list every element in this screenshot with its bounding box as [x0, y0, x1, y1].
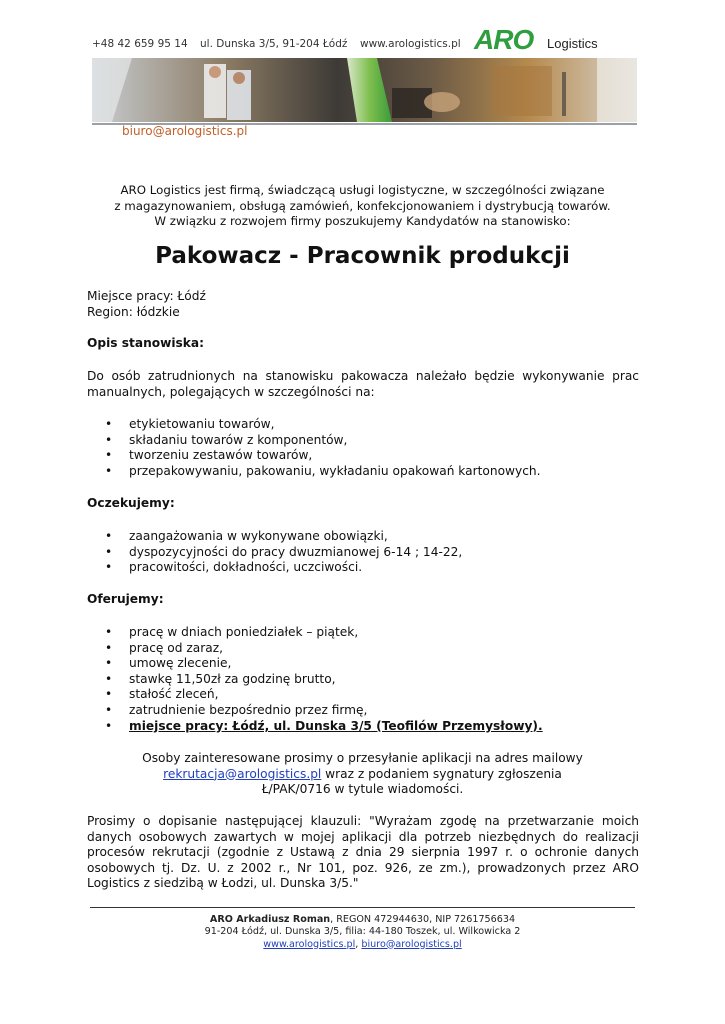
recruitment-email-link[interactable]: rekrutacja@arologistics.pl: [163, 766, 322, 781]
list-item: • składaniu towarów z komponentów,: [105, 433, 541, 449]
footer-email-link[interactable]: biuro@arologistics.pl: [361, 938, 462, 950]
footer-links: [90, 939, 635, 951]
list-item: • stałość zleceń,: [105, 687, 543, 703]
application-line: Ł/PAK/0716 w tytule wiadomości.: [261, 782, 464, 797]
list-item: • pracę od zaraz,: [105, 641, 543, 657]
list-item-work-location: [105, 719, 543, 735]
footer-company-ids: , REGON 472944630, NIP 7261756634: [330, 914, 516, 925]
list-item: • tworzeniu zestawów towarów,: [105, 448, 541, 464]
footer-website-link[interactable]: www.arologistics.pl: [263, 938, 356, 950]
list-item: • stawkę 11,50zł za godzinę brutto,: [105, 672, 543, 688]
footer-divider: [90, 907, 635, 908]
offer-heading: Oferujemy:: [87, 592, 164, 606]
header-address: ul. Dunska 3/5, 91-204 Łódź: [200, 38, 348, 50]
logo-word-text: Logistics: [547, 36, 598, 51]
description-list: [105, 417, 541, 479]
footer-separator: ,: [355, 938, 362, 950]
header-phone: +48 42 659 95 14: [92, 38, 188, 50]
work-location-text: miejsce pracy: Łódź, ul. Dunska 3/5 (Teofilów Przemysłowy).: [129, 718, 543, 733]
application-line: Osoby zainteresowane prosimy o przesyłanie aplikacji na adres mailowy: [142, 751, 583, 765]
expectations-list: [105, 529, 462, 576]
header-email[interactable]: biuro@arologistics.pl: [122, 124, 248, 138]
expectations-heading: Oczekujemy:: [87, 496, 175, 510]
footer: [90, 914, 635, 951]
application-info: [90, 751, 635, 798]
description-heading: Opis stanowiska:: [87, 336, 205, 350]
job-title: Pakowacz - Pracownik produkcji: [155, 243, 570, 269]
footer-address: 91-204 Łódź, ul. Dunska 3/5, filia: 44-180 Toszek, ul. Wilkowicka 2: [204, 926, 521, 938]
offer-list: [105, 625, 543, 734]
list-item: • pracę w dniach poniedziałek – piątek,: [105, 625, 543, 641]
list-item: • dyspozycyjności do pracy dwuzmianowej 6-14 ; 14-22,: [105, 545, 462, 561]
list-item: • zaangażowania w wykonywane obowiązki,: [105, 529, 462, 545]
work-region: Region: łódzkie: [87, 304, 180, 319]
description-text: Do osób zatrudnionych na stanowisku pakowacza należało będzie wykonywanie prac manualnych, polegających w szczególności na:: [87, 369, 639, 399]
job-location: [87, 289, 639, 320]
list-item: • umowę zlecenie,: [105, 656, 543, 672]
logo-brand-text: ARO: [474, 24, 534, 55]
application-line-email: [90, 767, 635, 783]
intro-paragraph: [90, 183, 635, 230]
list-item: • pracowitości, dokładności, uczciwości.: [105, 560, 462, 576]
footer-company: [90, 914, 635, 926]
footer-company-name: ARO Arkadiusz Roman: [209, 914, 331, 925]
header-website[interactable]: www.arologistics.pl: [360, 38, 461, 50]
work-place: Miejsce pracy: Łódź: [87, 289, 206, 303]
header-photo-banner: [92, 58, 637, 122]
intro-line: ARO Logistics jest firmą, świadczącą usługi logistyczne, w szczególności związane: [120, 183, 605, 197]
list-item: • przepakowywaniu, pakowaniu, wykładaniu opakowań kartonowych.: [105, 464, 541, 480]
list-item: • zatrudnienie bezpośrednio przez firmę,: [105, 703, 543, 719]
consent-clause: Prosimy o dopisanie następującej klauzuli: "Wyrażam zgodę na przetwarzanie moich danych osobowych zawartych w mojej aplikacji dla potrzeb niezbędnych do realizacji procesów rekrutacji (zgodnie z Ustawą z dnia 29 sierpnia 1997 r. o ochronie danych osobowych tj. Dz. U. z 2002 r., Nr 101, poz. 926, ze zm.), prowadzonych przez ARO Logistics z siedzibą w Łodzi, ul. Dunska 3/5.": [87, 814, 639, 891]
intro-line: z magazynowaniem, obsługą zamówień, konfekcjonowaniem i dystrybucją towarów.: [114, 198, 611, 213]
aro-logistics-logo: [474, 24, 604, 55]
application-line-rest: wraz z podaniem sygnatury zgłoszenia: [321, 766, 562, 781]
intro-line: W związku z rozwojem firmy poszukujemy Kandydatów na stanowisko:: [154, 214, 571, 228]
banner-image: [92, 58, 637, 122]
list-item: • etykietowaniu towarów,: [105, 417, 541, 433]
